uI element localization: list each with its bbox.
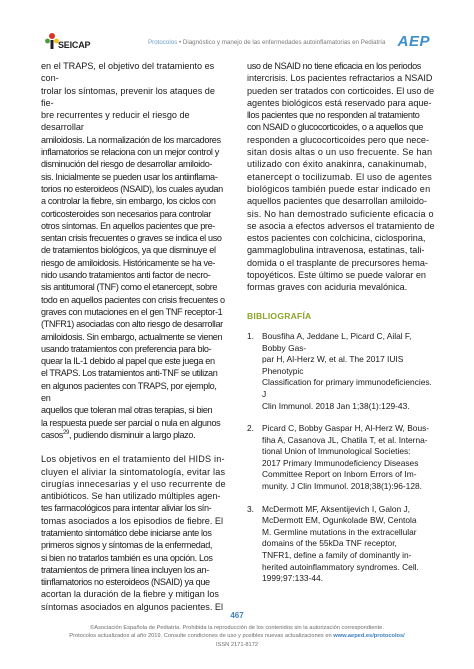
text-line: (TNFR1) asociadas con alto riesgo de desarrollar (41, 319, 223, 330)
text-line: usando tratamientos con preferencia para blo- (41, 343, 212, 354)
reference-number: 1. (247, 330, 254, 341)
paragraph-hids (41, 453, 226, 613)
seicap-logo (44, 32, 112, 54)
text-line: otros síntomas. En aquellos pacientes que pre- (41, 220, 215, 231)
text-line: M. Germline mutations in the extracellular (262, 526, 417, 537)
text-line: antibióticos. Se han utilizado múltiples agen- (41, 491, 221, 502)
text-line (41, 430, 195, 440)
text-line: responden a glucocorticoides pero que nece- (247, 134, 429, 145)
text-line: tes farmacológicos para intentar aliviar los sín- (41, 503, 212, 514)
text-line: McDermott EM, Ogunkolade BW, Centola (262, 515, 417, 526)
text-line: en el TRAPS, el objetivo del tratamiento es con- (41, 61, 215, 84)
text-line: Bousfiha A, Jeddane L, Picard C, Ailal F, Bobby Gas- (262, 330, 412, 353)
text-line: aquellos pacientes que desarrollan amiloido- (247, 196, 427, 207)
text-line: pueden ser tratados con corticoides. El uso de (247, 85, 435, 96)
reference-number: 3. (247, 503, 254, 514)
text-line: utilizado con éxito anakinra, canakinumab, (247, 159, 427, 170)
text-line: topoyéticos. Este último se puede valorar en (247, 270, 426, 281)
page-number: 467 (230, 611, 244, 620)
text-line: fiha A, Casanova JL, Chatila T, et al. Interna- (262, 434, 428, 445)
citation-superscript: 29 (63, 429, 69, 436)
text-line: intercrisis. Los pacientes refractarios a NSAID (247, 73, 433, 84)
text-fragment: casos (41, 429, 64, 440)
text-line: riesgo de amiloidosis. Históricamente se ha ve- (41, 257, 216, 268)
text-line: TNFR1, define a family of dominantly in- (262, 550, 412, 561)
text-line: amiloidosis. La normalización de los marcadores (41, 134, 221, 145)
text-line: domida o el trasplante de precursores hema- (247, 257, 428, 268)
aep-logo: AEP (397, 33, 430, 50)
bibliography-heading: BIBLIOGRAFÍA (247, 310, 312, 321)
text-line: la respuesta puede ser parcial o nula en algunos (41, 417, 221, 428)
logo-text: SEICAP (58, 40, 91, 50)
text-line: primeros signos y síntomas de la enfermedad, (41, 540, 213, 551)
issn: ISSN 2171-8172 (215, 641, 259, 648)
text-line: Clin Immunol. 2018 Jan 1;38(1):129-43. (262, 400, 410, 411)
text-line: con NSAID o glucocorticoides, o a aquellos que (247, 122, 423, 133)
text-line: sis. Inicialmente se pueden usar los antiinflama- (41, 171, 218, 182)
text-line: Los objetivos en el tratamiento del HIDS in- (41, 454, 225, 465)
text-line: tional Union of Immunological Societies: (262, 446, 411, 457)
page-footer (0, 624, 474, 649)
text-line: McDermott MF, Aksentijevich I, Galon J, (262, 503, 410, 514)
text-line: bre recurrentes y reducir el riesgo de desarrollar (41, 110, 190, 133)
text-line: tratamientos de primera línea incluyen los an- (41, 564, 209, 575)
text-line: tiinflamatorios no esteroideos (NSAID) ya que (41, 577, 210, 588)
text-line: uso de NSAID no tiene eficacia en los periodos (247, 61, 421, 71)
text-line: etanercept o tocilizumab. El uso de agentes (247, 171, 433, 182)
text-line: estos pacientes con colchicina, ciclosporina, (247, 233, 426, 244)
text-line: inflamatorios se relaciona con un mejor control y (41, 147, 219, 158)
text-line: trolar los síntomas, prevenir los ataques de fie- (41, 85, 215, 108)
reference-text (262, 504, 436, 585)
text-line: torios no esteroideos (NSAID), los cuales ayudan (41, 183, 223, 194)
text-line: cirugías innecesarias y el uso recurrente de (41, 478, 226, 489)
text-line: sentan crisis frecuentes o graves se indica el uso (41, 233, 222, 244)
text-line: quear la IL-1 debido al papel que este juega en (41, 356, 215, 367)
reference-item (247, 504, 436, 585)
text-line: acortan la duración de la fiebre y mitigan los (41, 589, 219, 600)
text-line: 2017 Primary Immunodeficiency Diseases (262, 457, 419, 468)
text-line: llos pacientes que no responden al tratamiento (247, 110, 420, 121)
page-header (0, 30, 474, 56)
text-line: amiloidosis. Sin embargo, actualmente se vienen (41, 331, 223, 342)
text-line: graves con mutaciones en el gen TNF receptor-1 (41, 306, 223, 317)
text-fragment: , pudiendo disminuir a largo plazo. (69, 429, 196, 440)
text-line: todo en aquellos pacientes con crisis frecuentes o (41, 294, 225, 305)
text-line: nido usando tratamientos anti factor de necro- (41, 270, 211, 281)
protocol-label: Protocolos (148, 39, 178, 46)
text-line: Classification for primary immunodeficiencies. J (262, 377, 432, 399)
paragraph-hids-continued (247, 60, 436, 294)
text-line: par H, Al-Herz W, et al. The 2017 IUIS Phenotypic (262, 354, 404, 376)
text-line: disminución del riesgo de desarrollar amiloido- (41, 159, 213, 170)
text-line: el TRAPS. Los tratamientos anti-TNF se utilizan (41, 368, 218, 379)
text-line: sis. No han demostrado suficiente eficacia o (247, 208, 434, 219)
left-column (41, 60, 226, 625)
text-line: sitan dosis altas o un uso frecuente. Se han (247, 147, 433, 158)
text-line: cluyen el aliviar la sintomatología, evitar las (41, 466, 226, 477)
paragraph-traps (41, 60, 226, 441)
text-line: agentes biológicos está reservado para aque- (247, 97, 432, 108)
running-title: Diagnóstico y manejo de las enfermedades autoinflamatorias en Pediatría (182, 39, 386, 46)
text-line: tomas asociados a los episodios de fiebre. El (41, 515, 223, 526)
running-header (148, 39, 385, 46)
update-line: Protocolos actualizados al año 2019. Consulte condiciones de uso y posibles nuevas actualizaciones en (69, 633, 334, 640)
text-line: tratamiento sintomático debe iniciarse ante los (41, 527, 212, 538)
protocols-link[interactable]: www.aeped.es/protocolos/ (333, 633, 405, 640)
text-line: corticosteroides son necesarios para controlar (41, 208, 211, 219)
text-line: en algunos pacientes con TRAPS, por ejemplo, en (41, 380, 217, 404)
text-line: herited autoinflammatory syndromes. Cell. (262, 561, 419, 572)
text-line: biológicos también puede estar indicado en (247, 183, 431, 194)
text-line: formas graves con aciduria mevalónica. (247, 282, 408, 293)
text-line: Committee Report on Inborn Errors of Im- (262, 469, 417, 480)
copyright-line: ©Asociación Española de Pediatría. Prohibida la reproducción de los contenidos sin la autorización correspondiente. (90, 625, 384, 631)
text-line: de tratamientos biológicos, ya que disminuye el (41, 245, 216, 256)
header-bullet: • (178, 39, 182, 46)
text-line: Picard C, Bobby Gaspar H, Al-Herz W, Bous- (262, 423, 430, 434)
reference-number: 2. (247, 423, 254, 434)
text-line: domains of the 55kDa TNF receptor, (262, 538, 397, 549)
right-column (247, 60, 436, 596)
text-line: gammaglobulina intravenosa, estatinas, tali- (247, 245, 425, 256)
text-line: si bien no tratarlos también es una opción. Los (41, 552, 213, 563)
text-line: 1999;97:133-44. (262, 573, 324, 584)
text-line: sis antitumoral (TNF) como el etanercept, sobre (41, 282, 218, 293)
text-line: munity. J Clin Immunol. 2018;38(1):96-128. (262, 481, 422, 492)
reference-text (262, 423, 436, 493)
reference-item (247, 331, 436, 412)
text-line: se asocia a efectos adversos el tratamiento de (247, 220, 435, 231)
text-line: a controlar la fiebre, sin embargo, los ciclos con (41, 196, 216, 207)
text-line: síntomas asociados en algunos pacientes. El (41, 601, 223, 612)
reference-text (262, 331, 436, 412)
text-line: aquellos que toleran mal otras terapias, si bien (41, 405, 213, 416)
reference-item (247, 423, 436, 493)
